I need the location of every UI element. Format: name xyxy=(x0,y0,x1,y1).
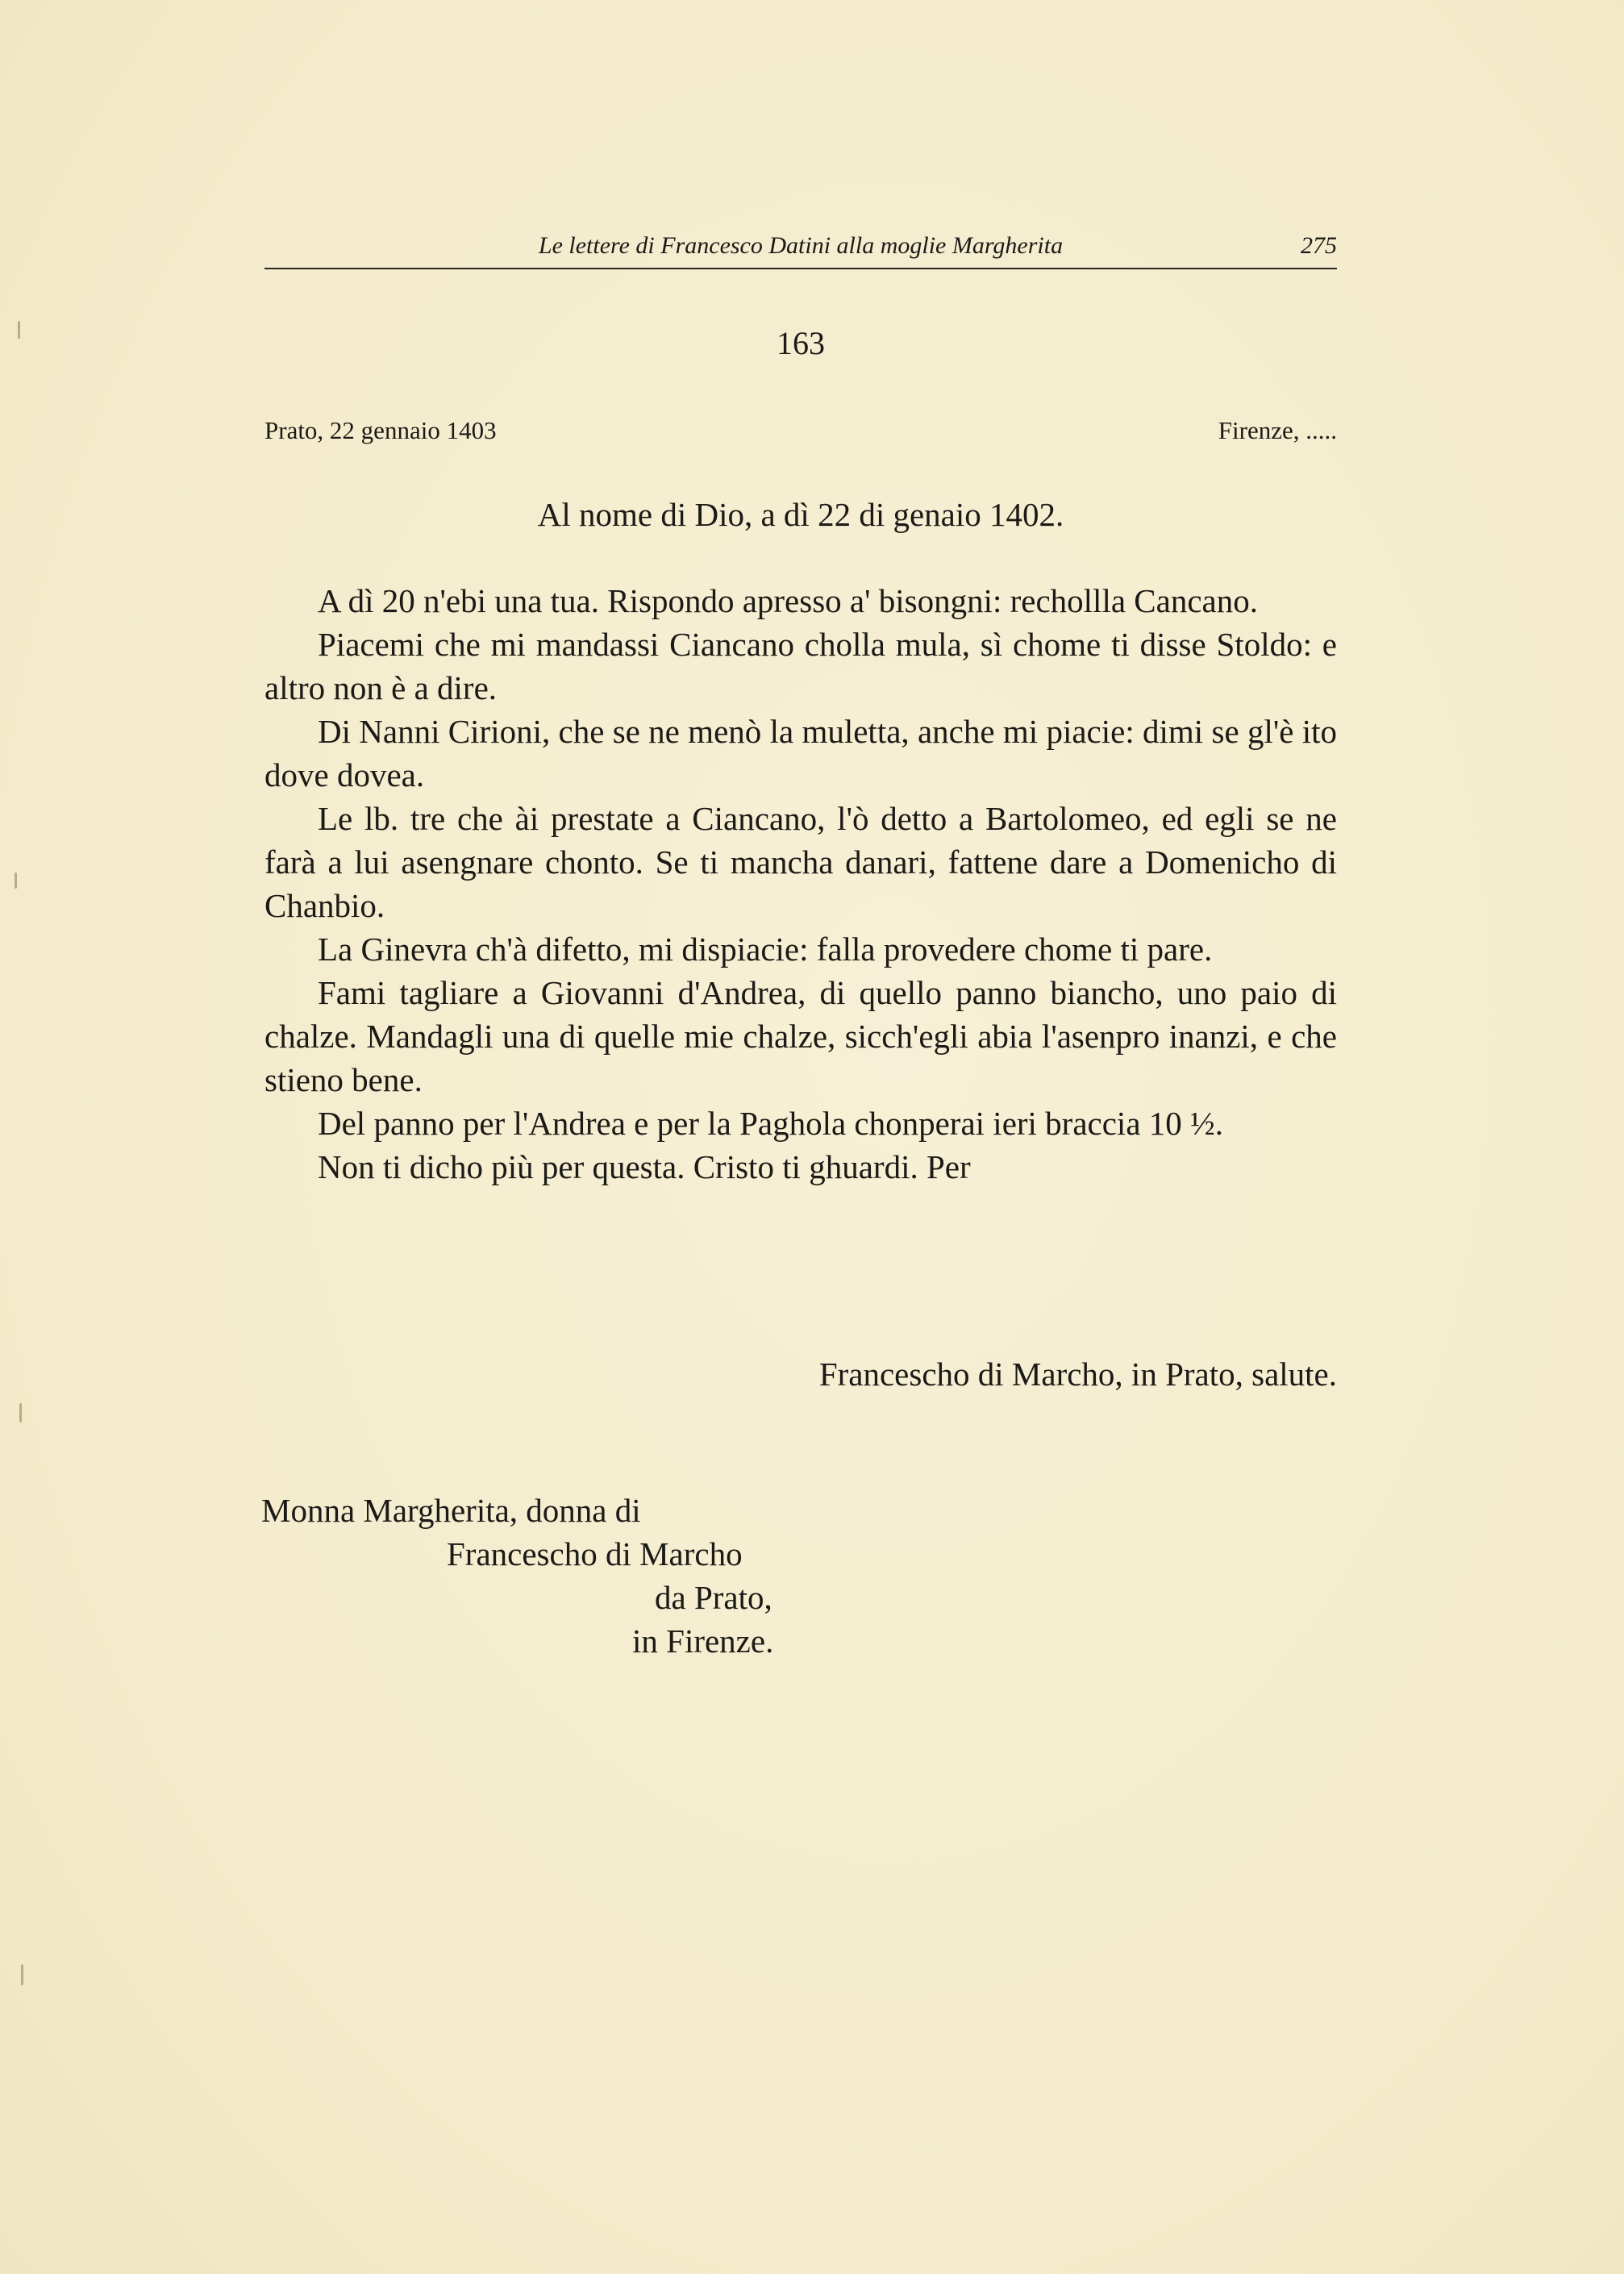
address-line: in Firenze. xyxy=(632,1622,774,1660)
paragraph: La Ginevra ch'à difetto, mi dispiacie: falla provedere chome ti pare. xyxy=(318,931,1213,968)
paragraph: Di Nanni Cirioni, che se ne menò la muletta, anche mi piacie: dimi se gl'è ito dove dovea. xyxy=(264,713,1337,793)
binding-mark xyxy=(18,321,20,339)
paragraph: Fami tagliare a Giovanni d'Andrea, di quello panno biancho, uno paio di chalze. Mandagli una di quelle mie chalze, sicch'egli abia l'asenpro inanzi, e che stieno bene. xyxy=(264,974,1337,1098)
signature: Franceschо di Marcho, in Prato, salute. xyxy=(818,1356,1337,1393)
paragraph: Non ti dicho più per questa. Cristo ti ghuardi. Per xyxy=(318,1148,971,1185)
paragraph: Del panno per l'Andrea e per la Paghola chonperai ieri braccia 10 ½. xyxy=(318,1105,1224,1142)
letter-body xyxy=(264,579,1337,1189)
paragraph: A dì 20 n'ebi una tua. Rispondo apresso a' bisongni: rechollla Cancano. xyxy=(318,582,1258,619)
paragraph: Le lb. tre che ài prestate a Ciancano, l'ò detto a Bartolomeo, ed egli se ne farà a lui asengnare chonto. Se ti mancha danari, fattene dare a Domenicho di Chanbio. xyxy=(264,800,1337,924)
binding-mark xyxy=(15,873,17,889)
paragraph: Piacemi che mi mandassi Ciancano cholla mula, sì chome ti disse Stoldo: e altro non è a dire. xyxy=(264,626,1337,706)
address-block xyxy=(261,1489,773,1663)
binding-mark xyxy=(19,1403,22,1422)
address-line: da Prato, xyxy=(655,1579,772,1616)
page-number: 275 xyxy=(1301,232,1337,259)
letter-number: 163 xyxy=(777,325,825,361)
address-line: Francescho di Marcho xyxy=(447,1535,743,1572)
page-header xyxy=(264,231,1337,269)
binding-mark xyxy=(21,1964,23,1985)
salutation: Al nome di Dio, a dì 22 di genaio 1402. xyxy=(537,496,1064,533)
destination: Firenze, ..... xyxy=(1218,416,1337,444)
place-date: Prato, 22 gennaio 1403 xyxy=(264,416,497,444)
address-line: Monna Margherita, donna di xyxy=(261,1492,641,1529)
running-title: Le lettere di Francesco Datini alla moglie Margherita xyxy=(538,232,1064,259)
